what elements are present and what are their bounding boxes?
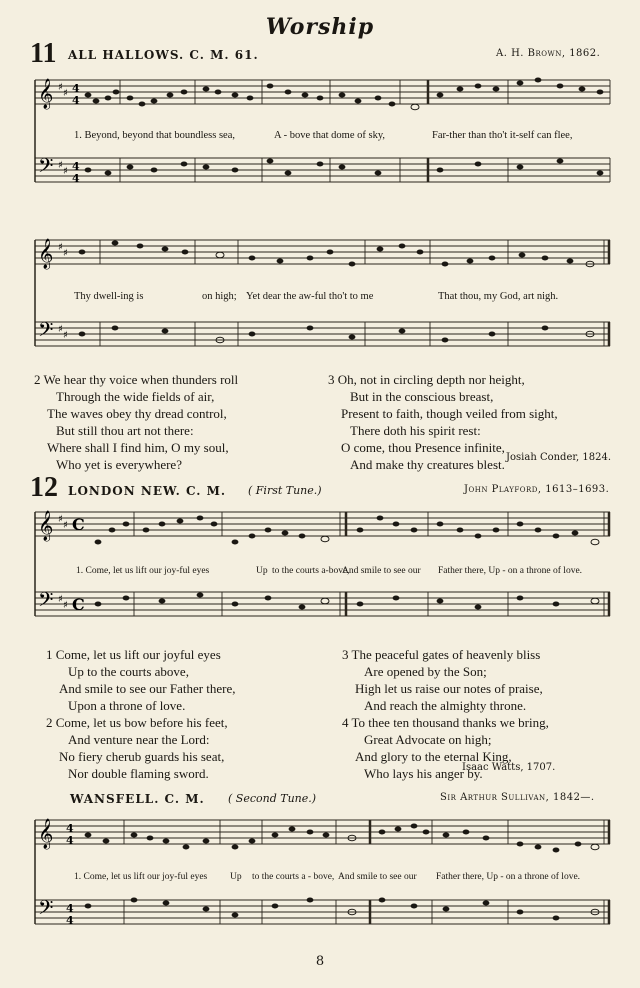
- composer: Sir Arthur Sullivan, 1842—.: [440, 792, 595, 803]
- svg-text:4: 4: [66, 822, 74, 835]
- svg-text:4: 4: [72, 82, 80, 95]
- verse-block-left: 2 We hear thy voice when thunders roll Through the wide fields of air, The waves obey thy dread control, But still thou art not there: Where shall I find him, O my soul, Who yet is everywhere?: [34, 372, 239, 472]
- hymn-number: 12: [30, 472, 58, 503]
- svg-text:C: C: [72, 595, 85, 614]
- svg-text:♯: ♯: [63, 520, 68, 531]
- svg-text:♯: ♯: [58, 242, 63, 253]
- author-attribution: Isaac Watts, 1707.: [462, 762, 556, 773]
- author-attribution: Josiah Conder, 1824.: [506, 452, 612, 463]
- svg-text:♯: ♯: [63, 248, 68, 259]
- svg-text:𝄢: 𝄢: [38, 588, 54, 616]
- svg-text:♯: ♯: [58, 82, 63, 93]
- svg-text:𝄞: 𝄞: [38, 239, 54, 269]
- verse-block-right: 3 Oh, not in circling depth nor height, But in the conscious breast, Present to faith, though veiled from sight, There doth his spirit rest: O come, thou Presence infinite, And make thy creatures blest.: [328, 372, 558, 472]
- tune-name: ALL HALLOWS. C. M. 61.: [68, 48, 259, 62]
- tune-name: LONDON NEW. C. M.: [68, 484, 227, 498]
- tune-note: ( First Tune.): [248, 484, 322, 497]
- svg-text:𝄞: 𝄞: [38, 511, 54, 541]
- svg-text:♯: ♯: [58, 160, 63, 171]
- page-number: 8: [315, 954, 325, 969]
- svg-text:♯: ♯: [63, 88, 68, 99]
- svg-text:𝄢: 𝄢: [38, 896, 54, 924]
- lyrics-line: Thy dwell-ing is on high; Yet dear the aw-ful tho't to me That thou, my God, art nigh.: [74, 291, 559, 302]
- svg-text:4: 4: [66, 914, 74, 927]
- svg-text:4: 4: [66, 902, 74, 915]
- svg-text:♯: ♯: [63, 600, 68, 611]
- svg-text:♯: ♯: [63, 330, 68, 341]
- composer: A. H. Brown, 1862.: [496, 48, 601, 59]
- tune-note: ( Second Tune.): [228, 792, 317, 805]
- verse-block-left: 1 Come, let us lift our joyful eyes Up to the courts above, And smile to see our Father there, Upon a throne of love. 2 Come, let us bow before his feet, And venture near the Lord: No fiery cherub guards his seat, Nor double flaming sword.: [46, 647, 236, 781]
- svg-text:♯: ♯: [58, 594, 63, 605]
- svg-text:♯: ♯: [58, 324, 63, 335]
- svg-text:♯: ♯: [63, 166, 68, 177]
- treble-clef-icon: 𝄞: [38, 79, 54, 109]
- lyrics-line: 1. Come, let us lift our joy-ful eyes Up to the courts a-bove, And smile to see our Father there, Up - on a throne of love.: [76, 566, 583, 576]
- hymn-number: 11: [30, 38, 57, 69]
- lyrics-line: 1. Come, let us lift our joy-ful eyes Up to the courts a - bove, And smile to see our Father there, Up - on a throne of love.: [74, 872, 581, 882]
- lyrics-line: 1. Beyond, beyond that boundless sea, A - bove that dome of sky, Far-ther than tho't it-self can flee,: [74, 130, 573, 141]
- svg-text:4: 4: [66, 834, 74, 847]
- svg-text:4: 4: [72, 94, 80, 107]
- svg-text:𝄢: 𝄢: [38, 318, 54, 346]
- tune-name: WANSFELL. C. M.: [70, 792, 205, 806]
- svg-text:4: 4: [72, 172, 80, 185]
- svg-text:4: 4: [72, 160, 80, 173]
- svg-text:♯: ♯: [58, 514, 63, 525]
- page-header: Worship: [265, 14, 375, 40]
- bass-clef-icon: 𝄢: [38, 154, 54, 182]
- verse-block-right: 3 The peaceful gates of heavenly bliss Are opened by the Son; High let us raise our notes of praise, And reach the almighty throne. 4 To thee ten thousand thanks we bring, Great Advocate on high; And glory to the eternal King, Who lays his anger by.: [342, 647, 549, 781]
- svg-text:C: C: [72, 515, 85, 534]
- svg-text:𝄞: 𝄞: [38, 819, 54, 849]
- composer: John Playford, 1613–1693.: [464, 484, 610, 495]
